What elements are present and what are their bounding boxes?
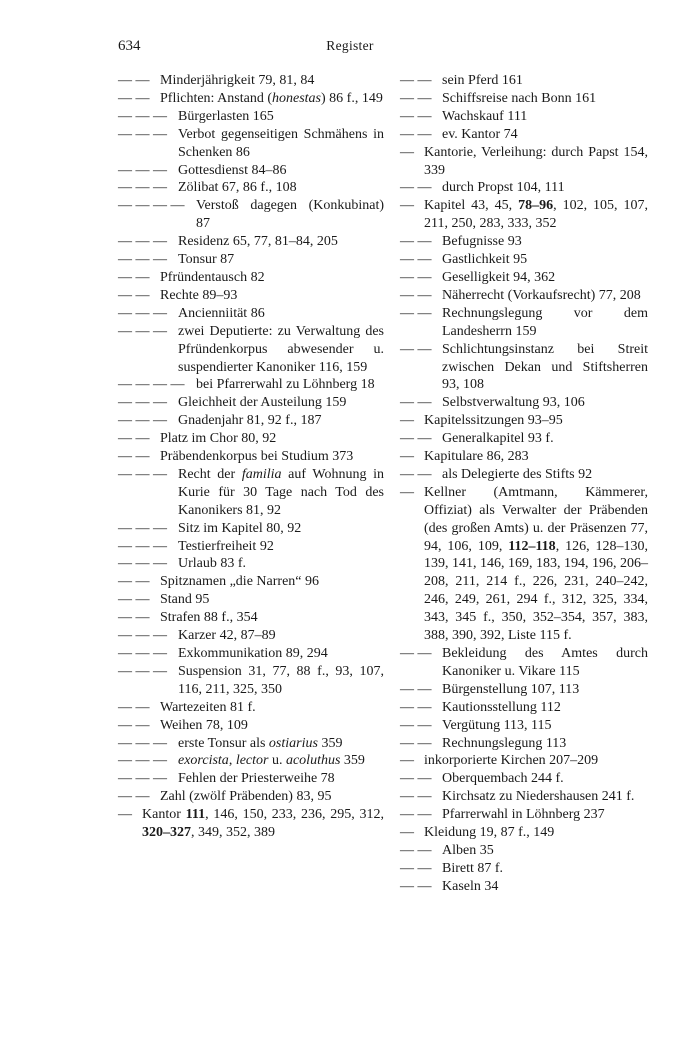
index-entry bbox=[400, 126, 648, 144]
entry-text: ev. Kantor 74 bbox=[442, 126, 518, 142]
entry-dashes: — — bbox=[400, 681, 432, 697]
page-header bbox=[0, 38, 700, 58]
entry-text: Kapitulare 86, 283 bbox=[424, 449, 529, 465]
entry-dashes: — — bbox=[118, 592, 150, 608]
entry-dashes: — — bbox=[400, 771, 432, 787]
entry-dashes: — — bbox=[400, 431, 432, 447]
index-entry bbox=[118, 466, 384, 520]
index-entry bbox=[400, 878, 648, 896]
index-column-right bbox=[400, 72, 648, 896]
entry-text: Kleidung 19, 87 f., 149 bbox=[424, 825, 555, 841]
index-entry bbox=[400, 412, 648, 430]
index-entry bbox=[118, 788, 384, 806]
index-entry bbox=[118, 538, 384, 556]
entry-dashes: — — — bbox=[118, 413, 167, 429]
entry-text: Kapitelssitzungen 93–95 bbox=[424, 413, 563, 429]
entry-dashes: — bbox=[400, 449, 414, 465]
entry-text: Ancienniität 86 bbox=[178, 305, 265, 321]
index-entry bbox=[400, 430, 648, 448]
entry-dashes: — — bbox=[118, 73, 150, 88]
entry-dashes: — — — bbox=[118, 753, 167, 769]
entry-text: Gottesdienst 84–86 bbox=[178, 162, 287, 178]
entry-dashes: — — bbox=[400, 842, 432, 858]
index-entry bbox=[118, 90, 384, 108]
entry-dashes: — — bbox=[400, 341, 432, 357]
entry-dashes: — — — — bbox=[118, 198, 185, 214]
entry-dashes: — — — bbox=[118, 628, 167, 644]
entry-dashes: — — bbox=[400, 234, 432, 250]
entry-text: Strafen 88 f., 354 bbox=[160, 610, 258, 626]
entry-text: Tonsur 87 bbox=[178, 252, 235, 268]
entry-dashes: — — — bbox=[118, 646, 167, 661]
entry-dashes: — — bbox=[400, 108, 432, 124]
entry-text: bei Pfarrerwahl zu Löhnberg 18 bbox=[196, 377, 375, 393]
entry-text: Sitz im Kapitel 80, 92 bbox=[178, 520, 302, 536]
entry-dashes: — bbox=[400, 484, 414, 500]
entry-dashes: — — bbox=[400, 699, 432, 715]
index-entry bbox=[118, 591, 384, 609]
entry-text: Platz im Chor 80, 92 bbox=[160, 431, 277, 447]
index-entry bbox=[118, 448, 384, 466]
entry-text: Näherrecht (Vorkaufsrecht) 77, 208 bbox=[442, 287, 641, 303]
entry-text: zwei Deputierte: zu Verwaltung des Pfründenkorpus abwesender u. suspendierter Kanoniker 116, 159 bbox=[178, 323, 384, 375]
entry-text: Befugnisse 93 bbox=[442, 234, 522, 250]
index-entry bbox=[400, 770, 648, 788]
entry-dashes: — bbox=[400, 413, 414, 429]
entry-dashes: — — bbox=[400, 646, 432, 661]
index-entry bbox=[400, 197, 648, 233]
entry-text: Kaseln 34 bbox=[442, 878, 499, 894]
index-entry bbox=[118, 573, 384, 591]
entry-dashes: — — bbox=[118, 574, 150, 590]
index-entry bbox=[118, 287, 384, 305]
entry-dashes: — — bbox=[400, 90, 432, 106]
index-entry bbox=[400, 484, 648, 645]
index-entry bbox=[118, 162, 384, 180]
index-entry bbox=[118, 609, 384, 627]
index-entry bbox=[400, 90, 648, 108]
index-entry bbox=[400, 305, 648, 341]
index-entry bbox=[118, 126, 384, 162]
entry-dashes: — — — bbox=[118, 466, 167, 482]
entry-text: exorcista, lector u. acoluthus 359 bbox=[178, 753, 365, 769]
entry-dashes: — — — bbox=[118, 108, 167, 124]
entry-dashes: — — — — bbox=[118, 377, 185, 393]
index-entry bbox=[400, 269, 648, 287]
entry-text: Selbstverwaltung 93, 106 bbox=[442, 395, 585, 411]
entry-text: Zahl (zwölf Präbenden) 83, 95 bbox=[160, 789, 332, 805]
entry-dashes: — — bbox=[400, 860, 432, 876]
entry-dashes: — — bbox=[400, 73, 432, 88]
running-head: Register bbox=[326, 38, 374, 53]
entry-dashes: — — bbox=[400, 717, 432, 733]
index-entry bbox=[118, 233, 384, 251]
index-entry bbox=[400, 108, 648, 126]
index-entry bbox=[400, 824, 648, 842]
entry-dashes: — bbox=[400, 144, 414, 160]
index-entry bbox=[400, 860, 648, 878]
entry-dashes: — — bbox=[118, 269, 150, 285]
index-entry bbox=[118, 179, 384, 197]
entry-dashes: — — — bbox=[118, 162, 167, 178]
entry-text: Fehlen der Priesterweihe 78 bbox=[178, 771, 335, 787]
index-entry bbox=[118, 770, 384, 788]
entry-text: Generalkapitel 93 f. bbox=[442, 431, 554, 447]
entry-text: Spitznamen „die Narren“ 96 bbox=[160, 574, 319, 590]
index-entry bbox=[118, 806, 384, 842]
entry-text: Geselligkeit 94, 362 bbox=[442, 269, 556, 285]
entry-text: Schiffsreise nach Bonn 161 bbox=[442, 90, 597, 106]
index-entry bbox=[400, 699, 648, 717]
entry-text: Gastlichkeit 95 bbox=[442, 252, 528, 268]
index-entry bbox=[400, 72, 648, 90]
entry-text: Rechnungslegung vor dem Landesherrn 159 bbox=[442, 305, 648, 339]
index-entry bbox=[400, 645, 648, 681]
entry-dashes: — bbox=[400, 753, 414, 769]
entry-text: Minderjährigkeit 79, 81, 84 bbox=[160, 73, 315, 88]
entry-dashes: — — — bbox=[118, 252, 167, 268]
entry-dashes: — — — bbox=[118, 234, 167, 250]
entry-dashes: — — bbox=[400, 789, 432, 805]
entry-text: Wartezeiten 81 f. bbox=[160, 699, 256, 715]
entry-dashes: — — bbox=[400, 807, 432, 823]
entry-dashes: — — bbox=[118, 431, 150, 447]
index-entry bbox=[400, 806, 648, 824]
index-entry bbox=[400, 681, 648, 699]
index-entry bbox=[118, 412, 384, 430]
index-entry bbox=[400, 251, 648, 269]
page-number: 634 bbox=[118, 38, 141, 54]
entry-text: Präbendenkorpus bei Studium 373 bbox=[160, 449, 354, 465]
index-entry bbox=[400, 394, 648, 412]
entry-text: Verbot gegenseitigen Schmähens in Schenken 86 bbox=[178, 126, 384, 160]
entry-text: Wachskauf 111 bbox=[442, 108, 528, 124]
entry-text: Kautionsstellung 112 bbox=[442, 699, 561, 715]
entry-dashes: — — — bbox=[118, 735, 167, 751]
index-entry bbox=[118, 197, 384, 233]
entry-dashes: — — — bbox=[118, 520, 167, 536]
entry-dashes: — — bbox=[400, 466, 432, 482]
entry-dashes: — — bbox=[118, 610, 150, 626]
index-entry bbox=[118, 269, 384, 287]
entry-text: Kirchsatz zu Niedershausen 241 f. bbox=[442, 789, 635, 805]
entry-dashes: — — bbox=[400, 305, 432, 321]
entry-dashes: — — bbox=[400, 395, 432, 411]
index-entry bbox=[400, 842, 648, 860]
entry-text: Recht der familia auf Wohnung in Kurie für 30 Tage nach Tod des Kanonikers 81, 92 bbox=[178, 466, 385, 518]
entry-dashes: — — — bbox=[118, 323, 167, 339]
index-entry bbox=[118, 663, 384, 699]
index-entry bbox=[400, 466, 648, 484]
entry-text: Kellner (Amtmann, Kämmerer, Offiziat) als Verwalter der Präbenden (des großen Amts) u. der Präsenzen 77, 94, 106, 109, 112–118, 126, 128–130, 139, 141, 146, 169, 183, 194, 196, 206–208, 211, 214 f., 226, 231, 240–242, 246, 249, 261, 294 f., 312, 325, 334, 343, 345 f., 350, 352–354, 357, 383, 388, 390, 392, Liste 115 f. bbox=[424, 484, 648, 644]
entry-text: Stand 95 bbox=[160, 592, 210, 608]
entry-dashes: — bbox=[400, 198, 414, 214]
index-entry bbox=[400, 179, 648, 197]
index-entry bbox=[118, 108, 384, 126]
index-entry bbox=[118, 627, 384, 645]
index-entry bbox=[400, 752, 648, 770]
index-entry bbox=[400, 144, 648, 180]
entry-dashes: — bbox=[400, 825, 414, 841]
index-entry bbox=[400, 233, 648, 251]
entry-dashes: — — bbox=[118, 699, 150, 715]
entry-text: Vergütung 113, 115 bbox=[442, 717, 552, 733]
index-entry bbox=[118, 251, 384, 269]
entry-text: Kantorie, Verleihung: durch Papst 154, 339 bbox=[424, 144, 648, 178]
entry-text: Gleichheit der Austeilung 159 bbox=[178, 395, 347, 411]
index-entry bbox=[400, 287, 648, 305]
entry-text: Oberquembach 244 f. bbox=[442, 771, 564, 787]
entry-text: Testierfreiheit 92 bbox=[178, 538, 274, 554]
entry-text: Kapitel 43, 45, 78–96, 102, 105, 107, 211, 250, 283, 333, 352 bbox=[424, 198, 649, 232]
entry-dashes: — — — bbox=[118, 126, 167, 142]
entry-dashes: — — bbox=[400, 878, 432, 894]
entry-dashes: — — bbox=[400, 252, 432, 268]
entry-dashes: — — — bbox=[118, 395, 167, 411]
entry-text: erste Tonsur als ostiarius 359 bbox=[178, 735, 343, 751]
entry-text: Schlichtungsinstanz bei Streit zwischen Dekan und Stiftsherren 93, 108 bbox=[442, 341, 648, 393]
entry-dashes: — — bbox=[118, 90, 150, 106]
entry-dashes: — — bbox=[400, 180, 432, 196]
entry-dashes: — — — bbox=[118, 771, 167, 787]
entry-text: Rechnungslegung 113 bbox=[442, 735, 567, 751]
entry-dashes: — — bbox=[118, 789, 150, 805]
entry-dashes: — — bbox=[400, 126, 432, 142]
entry-dashes: — — bbox=[118, 449, 150, 465]
index-entry bbox=[400, 717, 648, 735]
index-entry bbox=[118, 699, 384, 717]
index-entry bbox=[118, 323, 384, 377]
entry-text: sein Pferd 161 bbox=[442, 73, 523, 88]
index-entry bbox=[118, 752, 384, 770]
entry-dashes: — — — bbox=[118, 180, 167, 196]
entry-text: Rechte 89–93 bbox=[160, 287, 238, 303]
entry-text: Pfründentausch 82 bbox=[160, 269, 265, 285]
entry-dashes: — — bbox=[400, 735, 432, 751]
entry-text: als Delegierte des Stifts 92 bbox=[442, 466, 593, 482]
entry-dashes: — — — bbox=[118, 305, 167, 321]
entry-dashes: — — — bbox=[118, 538, 167, 554]
entry-text: Kantor 111, 146, 150, 233, 236, 295, 312, 320–327, 349, 352, 389 bbox=[142, 807, 384, 841]
index-entry bbox=[400, 788, 648, 806]
entry-text: durch Propst 104, 111 bbox=[442, 180, 565, 196]
entry-text: Birett 87 f. bbox=[442, 860, 504, 876]
index-entry bbox=[118, 555, 384, 573]
entry-text: Karzer 42, 87–89 bbox=[178, 628, 276, 644]
index-entry bbox=[118, 645, 384, 663]
entry-text: Gnadenjahr 81, 92 f., 187 bbox=[178, 413, 322, 429]
index-column-left bbox=[118, 72, 384, 842]
index-entry bbox=[400, 735, 648, 753]
index-entry bbox=[118, 430, 384, 448]
entry-text: Zölibat 67, 86 f., 108 bbox=[178, 180, 297, 196]
entry-dashes: — — — bbox=[118, 663, 167, 679]
entry-text: Urlaub 83 f. bbox=[178, 556, 247, 572]
index-entry bbox=[400, 341, 648, 395]
entry-text: Exkommunikation 89, 294 bbox=[178, 646, 328, 661]
entry-text: Verstoß dagegen (Konkubinat) 87 bbox=[196, 198, 384, 232]
index-entry bbox=[118, 394, 384, 412]
entry-text: Bekleidung des Amtes durch Kanoniker u. Vikare 115 bbox=[442, 646, 648, 679]
entry-text: Pflichten: Anstand (honestas) 86 f., 149 bbox=[160, 90, 383, 106]
index-entry bbox=[118, 72, 384, 90]
entry-dashes: — — bbox=[400, 287, 432, 303]
index-entry bbox=[400, 448, 648, 466]
entry-text: inkorporierte Kirchen 207–209 bbox=[424, 753, 599, 769]
index-entry bbox=[118, 305, 384, 323]
entry-text: Weihen 78, 109 bbox=[160, 717, 248, 733]
entry-text: Residenz 65, 77, 81–84, 205 bbox=[178, 234, 338, 250]
index-entry bbox=[118, 717, 384, 735]
index-entry bbox=[118, 520, 384, 538]
entry-text: Suspension 31, 77, 88 f., 93, 107, 116, 211, 325, 350 bbox=[178, 663, 384, 697]
entry-dashes: — — bbox=[400, 269, 432, 285]
index-entry bbox=[118, 735, 384, 753]
entry-text: Bürgerlasten 165 bbox=[178, 108, 274, 124]
entry-text: Bürgenstellung 107, 113 bbox=[442, 681, 580, 697]
entry-dashes: — — bbox=[118, 287, 150, 303]
entry-dashes: — — — bbox=[118, 556, 167, 572]
entry-text: Pfarrerwahl in Löhnberg 237 bbox=[442, 807, 605, 823]
index-entry bbox=[118, 376, 384, 394]
entry-dashes: — bbox=[118, 807, 132, 823]
entry-text: Alben 35 bbox=[442, 842, 494, 858]
entry-dashes: — — bbox=[118, 717, 150, 733]
